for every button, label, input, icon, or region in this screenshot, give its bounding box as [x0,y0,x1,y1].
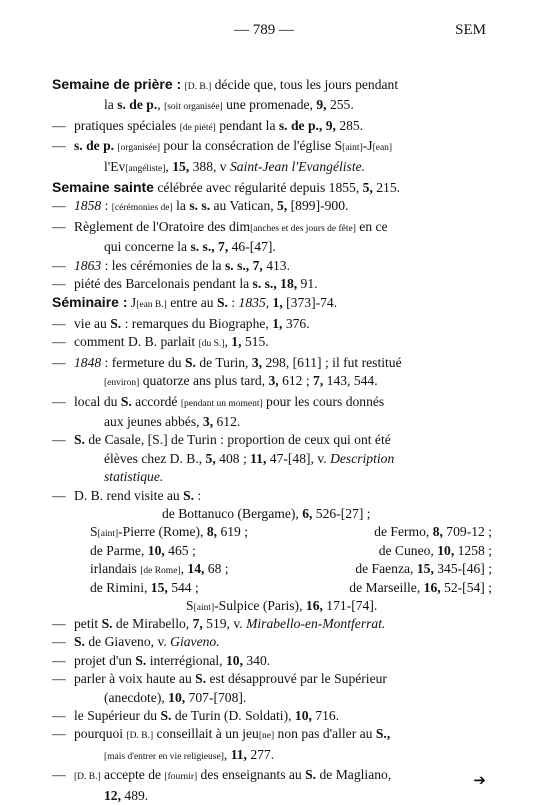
bracket-note: [angéliste] [125,163,166,174]
bracket-note: [environ] [104,378,140,389]
page-ref: 277. [246,746,275,762]
bracket-note: [fournir] [164,772,198,783]
entry-text: une promenade, [222,97,317,113]
bracket-note: [aint] [342,143,363,154]
entry-text: la [172,198,190,214]
em-dash: — [52,707,66,723]
bracket-note: [D. B.] [184,82,212,92]
entry-text: conseillait à un jeu [153,726,259,742]
entry-text: de Casale, [S.] de Turin : proportion de ceux qui ont été [84,432,391,448]
em-dash: — [52,487,66,503]
volume-number: 1, [272,315,283,331]
entry-text: en ce [355,218,388,234]
entry-text: (anecdote), [104,689,169,705]
page-ref: 285. [335,117,364,133]
entry-text: pratiques spéciales [74,117,180,133]
bracket-note: [ean B.] [136,300,167,311]
entry-text: qui concerne la [104,239,191,255]
volume-number: 7, [192,615,203,631]
entry-text: interrégional, [146,652,226,668]
subentry-reglement [52,218,492,257]
page-header [0,22,544,44]
abbr: S. [183,487,195,503]
entry-text: Règlement de l'Oratoire des dim [74,218,251,234]
entry-text: projet d'un [74,652,136,668]
bracket-note: [aint] [193,602,215,613]
subentry-1858 [52,197,492,217]
entry-text: : [101,198,112,214]
abbr: S. [101,615,113,631]
abbr: S. [160,707,172,723]
entry-text: de Rimini, [90,579,151,595]
cross-reference: Giaveno. [170,634,220,650]
visit-fermo [374,523,492,541]
entry-text: J [127,295,137,311]
entry-text: la [104,97,118,113]
page-ref: 709-12 ; [442,524,492,540]
volume-number: 9, [325,117,336,133]
entry-text: entre au [166,295,217,311]
visit-parme [90,542,196,560]
entry-text: de Marseille, [349,579,424,595]
page-ref: 255. [326,97,354,113]
bracket-note: [soit organisée] [164,102,223,113]
volume-number: 15, [172,158,190,174]
entry-text: accepte de [100,767,165,783]
em-dash: — [52,615,66,631]
entry-text: décide que, tous les jours pendant [211,77,399,92]
subentry-piete [52,275,492,293]
page-ref: 298, [611] ; il fut restitué [262,354,402,370]
page-ref: 707-[708]. [185,689,247,705]
volume-number: 5, [362,180,373,196]
headword: Semaine de prière : [52,76,182,92]
abbr: S. [217,295,228,311]
abbr: s. s., [252,276,277,292]
bracket-note: [de Rome] [140,566,181,577]
entry-semaine-de-priere [52,75,492,117]
bracket-note: [anches et des jours de fête] [250,223,356,234]
volume-number: 10, [147,542,165,558]
em-dash: — [52,393,66,409]
volume-number: 1, [272,295,283,311]
page-ref: 91. [297,276,318,292]
entry-text: local du [74,393,121,409]
entry-text: petit [74,615,102,631]
abbr: S., [375,726,391,742]
subentry-1863 [52,257,492,275]
entry-text: de Fermo, [374,524,433,540]
year: 1858 [74,198,102,214]
abbr: S. [120,393,132,409]
entry-text: , [165,158,173,174]
abbr: s. s., [225,257,250,273]
volume-number: 8, [432,524,443,540]
page-number: — 789 — [234,22,294,38]
abbr: S. [184,354,196,370]
em-dash: — [52,432,66,448]
volume-number: 6, [302,505,313,521]
entry-text: de Cuneo, [378,542,438,558]
entry-text: : [194,487,202,503]
volume-number: 16, [423,579,441,595]
entry-text: aux jeunes abbés, [104,413,203,429]
abbr: S. [110,315,122,331]
subentry-consecration [52,137,492,178]
subentry-visite [52,487,492,505]
volume-number: 7, [313,373,324,389]
em-dash: — [52,334,66,350]
entry-text: des enseignants au [197,767,306,783]
entry-text: élèves chez D. B., [104,450,206,466]
entry-text: -Pierre (Rome), [118,524,207,540]
page-ref: 345-[46] ; [433,561,492,577]
entry-text: célébrée avec régularité depuis 1855, [153,180,363,196]
entry-text: -J [362,138,373,154]
entry-semaine-sainte [52,178,492,197]
entry-text: D. B. rend visite au [74,487,184,503]
abbr: S. [195,671,207,687]
volume-number: 15, [416,561,434,577]
volume-number: 10, [168,689,186,705]
abbr: S. [305,767,317,783]
entry-text: est désapprouvé par le Supérieur [206,671,387,687]
page-ref: 52-[54] ; [440,579,492,595]
entry-text: irlandais [90,561,141,577]
subentry-accepte [52,766,492,805]
page-ref: 612. [213,413,241,429]
em-dash: — [52,652,66,668]
entry-text: S [186,597,194,613]
entry-text: piété des Barcelonais pendant la [74,276,253,292]
page-ref: 519, v. [202,615,247,631]
volume-number: 1, [231,334,242,350]
volume-number: 18, [280,276,298,292]
page-ref: 340. [242,652,271,668]
subentry-local [52,393,492,432]
abbr: S. [74,432,85,448]
volume-number: 3, [202,413,214,429]
cross-reference: Saint-Jean l'Evangéliste. [230,158,366,174]
cross-reference: statistique. [104,469,164,485]
page-ref: 408 ; [215,450,251,466]
em-dash: — [52,671,66,687]
entry-text: au Vatican, [210,198,278,214]
running-head: SEM [455,22,486,38]
subentry-parler [52,670,492,707]
volume-number: 11, [230,746,247,762]
bracket-note: [ne] [258,731,275,742]
page-ref: 526-[27] ; [312,505,371,521]
visit-saint-sulpice [186,597,377,617]
entry-text: quatorze ans plus tard, [139,373,269,389]
abbr: s. s., [190,239,215,255]
year: 1863 [74,257,102,273]
abbr: s. de p., [278,117,323,133]
volume-number: 15, [150,579,168,595]
visit-saint-pierre [90,523,248,543]
entry-text: : remarques du Biographe, [121,315,273,331]
em-dash: — [52,315,66,331]
subentry-superieur [52,707,492,725]
abbr: S. [135,652,147,668]
visit-bottanuco [162,505,371,523]
em-dash: — [52,726,66,742]
volume-number: 5, [205,450,216,466]
visit-faenza [355,560,492,578]
page-ref: 465 ; [164,542,196,558]
entry-text: de Turin, [195,354,252,370]
entry-text: de Faenza, [355,561,417,577]
index-entries [52,75,492,805]
subentry-giaveno [52,633,492,651]
entry-text: , [224,334,232,350]
entry-text: , [180,561,188,577]
entry-text: : les cérémonies de la [101,257,225,273]
entry-text: pendant la [215,117,279,133]
volume-number: 8, [206,524,218,540]
entry-text: , [157,97,165,113]
subentry-1848 [52,354,492,393]
bracket-note: [de piété] [179,122,216,133]
continue-arrow-icon: ➔ [473,771,486,789]
entry-seminaire [52,293,492,314]
entry-text: pourquoi [74,726,127,742]
entry-text: : [227,295,239,311]
volume-number: 3, [268,373,279,389]
headword: Semaine sainte [52,179,154,196]
page-ref: 388, v [189,158,230,174]
volume-number: 16, [305,597,323,613]
page-ref: 716. [311,707,340,723]
entry-text: -Sulpice (Paris), [214,597,306,613]
volume-number: 3, [251,354,263,370]
page-ref: 489. [121,787,149,803]
subentry-vie [52,315,492,333]
page-ref: 215. [372,180,401,196]
em-dash: — [52,198,66,214]
page-ref: 544 ; [167,579,199,595]
subentry-projet [52,652,492,670]
entry-text: pour les cours donnés [262,393,385,409]
entry-text: : fermeture du [101,354,185,370]
subentry-casale [52,431,492,486]
volume-number: 14, [187,561,205,577]
entry-text: parler à voix haute au [74,671,196,687]
entry-text: de Parme, [90,542,148,558]
bracket-note: [D. B.] [126,731,154,742]
entry-text: l'Ev [104,158,126,174]
entry-text: comment D. B. parlait [74,334,199,350]
visit-rimini [90,579,199,597]
page-ref: 68 ; [204,561,229,577]
visits-table [52,505,492,615]
volume-number: 7, [252,257,263,273]
year: 1835, [238,295,270,311]
entry-text: accordé [131,393,181,409]
em-dash: — [52,218,66,234]
volume-number: 10, [294,707,312,723]
page-ref: 46-[47]. [228,239,276,255]
subentry-petit [52,615,492,633]
entry-text: vie au [74,315,111,331]
page-ref: 376. [282,315,310,331]
page-ref: 47-[48], v. [266,450,331,466]
em-dash: — [52,138,66,154]
page-ref: [373]-74. [282,295,338,311]
entry-text: le Supérieur du [74,707,161,723]
volume-number: 11, [250,450,267,466]
bracket-note: [aint] [97,529,119,540]
volume-number: 10, [437,542,455,558]
bracket-note: [cérémonies de] [111,203,173,214]
page-ref: 171-[74]. [322,597,378,613]
page-ref: 515. [241,334,269,350]
bracket-note: [mais d'entrer en vie religieuse] [104,751,224,762]
entry-text: de Turin (D. Soldati), [171,707,295,723]
bracket-note: [pendant un moment] [180,398,263,409]
volume-number: 7, [218,239,229,255]
page-ref: 413. [262,257,290,273]
entry-text: de Giaveno, v. [84,634,171,650]
em-dash: — [52,354,66,370]
subentry-pratiques [52,117,492,137]
bracket-note: [D. B.] [74,772,101,783]
volume-number: 9, [316,97,327,113]
entry-text: de Mirabello, [112,615,193,631]
entry-text: S [90,524,98,540]
abbr: s. s. [189,198,211,214]
subentry-pourquoi [52,725,492,766]
volume-number: 10, [225,652,243,668]
visit-cuneo [379,542,492,560]
headword: Séminaire : [52,294,128,311]
page-ref: 1258 ; [454,542,492,558]
bracket-note: [organisée] [117,143,161,154]
visit-irlandais [90,560,229,580]
em-dash: — [52,257,66,273]
volume-number: 12, [104,787,121,803]
abbr: s. de p. [117,97,158,113]
bracket-note: [ean] [372,143,393,154]
em-dash: — [52,634,66,650]
volume-number: 5, [277,198,288,214]
abbr: s. de p. [74,138,115,154]
entry-text: non pas d'aller au [274,726,376,742]
page-ref: [899]-900. [287,198,349,214]
entry-text: , [223,746,231,762]
entry-text: pour la consécration de l'église S [160,138,343,154]
em-dash: — [52,276,66,292]
page-ref: 619 ; [217,524,249,540]
bracket-note: [du S.] [198,339,225,350]
page-ref: 143, 544. [323,373,378,389]
em-dash: — [52,767,66,783]
subentry-comment [52,333,492,353]
entry-text: de Bottanuco (Bergame), [162,505,303,521]
cross-reference: Mirabello-en-Montferrat. [246,615,386,631]
visit-marseille [349,579,492,597]
entry-text: de Magliano, [316,767,392,783]
em-dash: — [52,117,66,133]
abbr: S. [74,634,85,650]
page-ref: 612 ; [278,373,314,389]
year: 1848 [74,354,102,370]
cross-reference: Description [330,450,395,466]
